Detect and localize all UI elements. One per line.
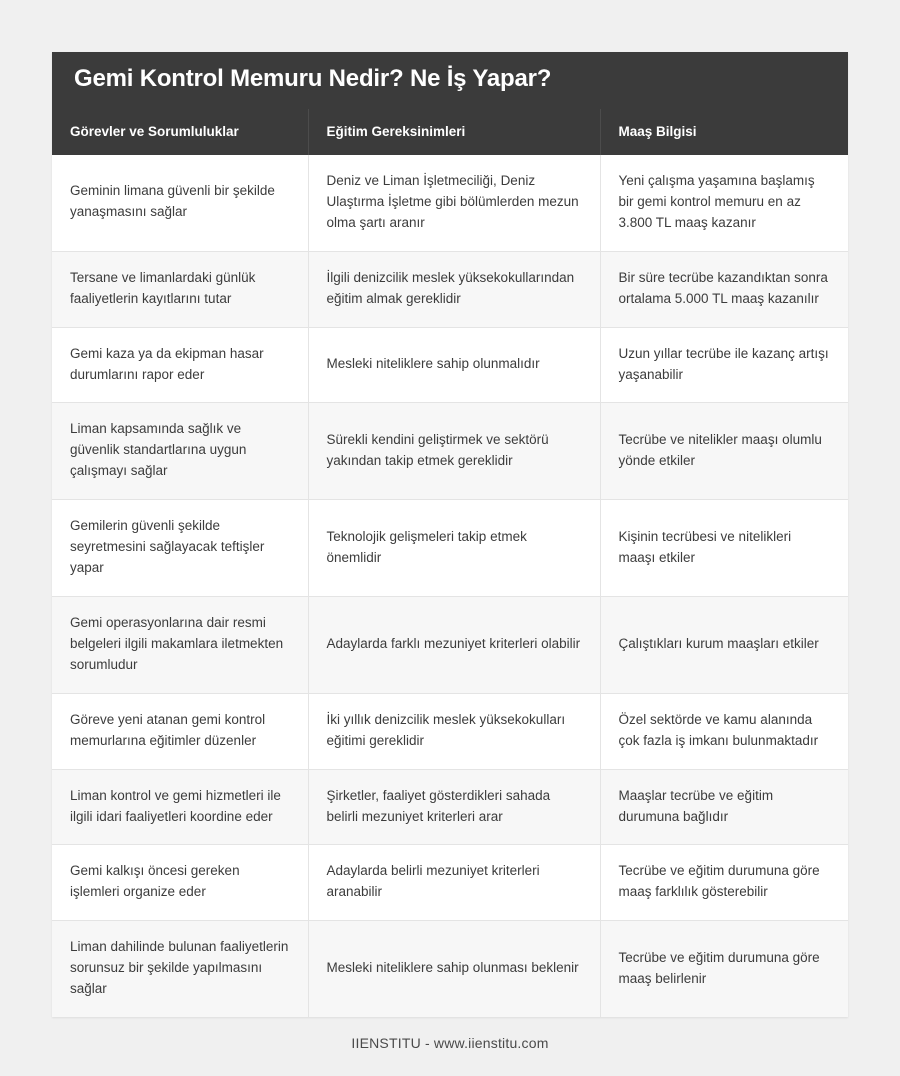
table-body [52,155,848,1017]
cell-salary: Bir süre tecrübe kazandıktan sonra ortalama 5.000 TL maaş kazanılır [600,251,848,327]
cell-salary: Kişinin tecrübesi ve nitelikleri maaşı etkiler [600,500,848,597]
cell-duties: Gemi kalkışı öncesi gereken işlemleri organize eder [52,845,308,921]
cell-salary: Tecrübe ve eğitim durumuna göre maaş farklılık gösterebilir [600,845,848,921]
table-row [52,403,848,500]
cell-duties: Gemi kaza ya da ekipman hasar durumlarını rapor eder [52,327,308,403]
cell-duties: Gemi operasyonlarına dair resmi belgeleri ilgili makamlara iletmekten sorumludur [52,596,308,693]
cell-duties: Tersane ve limanlardaki günlük faaliyetlerin kayıtlarını tutar [52,251,308,327]
cell-salary: Yeni çalışma yaşamına başlamış bir gemi kontrol memuru en az 3.800 TL maaş kazanır [600,155,848,251]
cell-duties: Gemilerin güvenli şekilde seyretmesini sağlayacak teftişler yapar [52,500,308,597]
cell-education: Şirketler, faaliyet gösterdikleri sahada belirli mezuniyet kriterleri arar [308,769,600,845]
cell-education: Teknolojik gelişmeleri takip etmek önemlidir [308,500,600,597]
table-row [52,155,848,251]
table-row [52,693,848,769]
cell-duties: Liman kapsamında sağlık ve güvenlik standartlarına uygun çalışmayı sağlar [52,403,308,500]
cell-education: İlgili denizcilik meslek yüksekokullarından eğitim almak gereklidir [308,251,600,327]
cell-duties: Geminin limana güvenli bir şekilde yanaşmasını sağlar [52,155,308,251]
table-row [52,769,848,845]
cell-education: Mesleki niteliklere sahip olunması beklenir [308,921,600,1017]
cell-salary: Maaşlar tecrübe ve eğitim durumuna bağlıdır [600,769,848,845]
cell-duties: Göreve yeni atanan gemi kontrol memurlarına eğitimler düzenler [52,693,308,769]
cell-education: Mesleki niteliklere sahip olunmalıdır [308,327,600,403]
cell-salary: Uzun yıllar tecrübe ile kazanç artışı yaşanabilir [600,327,848,403]
table-row [52,327,848,403]
table-row [52,921,848,1017]
table-row [52,500,848,597]
column-header-duties: Görevler ve Sorumluluklar [52,109,308,155]
column-header-education: Eğitim Gereksinimleri [308,109,600,155]
cell-salary: Tecrübe ve eğitim durumuna göre maaş belirlenir [600,921,848,1017]
cell-duties: Liman dahilinde bulunan faaliyetlerin sorunsuz bir şekilde yapılmasını sağlar [52,921,308,1017]
column-header-salary: Maaş Bilgisi [600,109,848,155]
table-row [52,251,848,327]
table-header-row [52,109,848,155]
cell-duties: Liman kontrol ve gemi hizmetleri ile ilgili idari faaliyetleri koordine eder [52,769,308,845]
title-bar [52,52,848,109]
cell-education: Deniz ve Liman İşletmeciliği, Deniz Ulaştırma İşletme gibi bölümlerden mezun olma şartı aranır [308,155,600,251]
footer-attribution: IIENSTITU - www.iienstitu.com [351,1035,549,1052]
cell-education: Sürekli kendini geliştirmek ve sektörü yakından takip etmek gereklidir [308,403,600,500]
table-row [52,596,848,693]
cell-education: İki yıllık denizcilik meslek yüksekokulları eğitimi gereklidir [308,693,600,769]
info-card [52,52,848,1017]
cell-salary: Çalıştıkları kurum maaşları etkiler [600,596,848,693]
cell-education: Adaylarda farklı mezuniyet kriterleri olabilir [308,596,600,693]
page-title: Gemi Kontrol Memuru Nedir? Ne İş Yapar? [74,65,552,93]
duties-table [52,109,848,1017]
cell-salary: Tecrübe ve nitelikler maaşı olumlu yönde etkiler [600,403,848,500]
cell-education: Adaylarda belirli mezuniyet kriterleri aranabilir [308,845,600,921]
cell-salary: Özel sektörde ve kamu alanında çok fazla iş imkanı bulunmaktadır [600,693,848,769]
table-row [52,845,848,921]
table-header [52,109,848,155]
